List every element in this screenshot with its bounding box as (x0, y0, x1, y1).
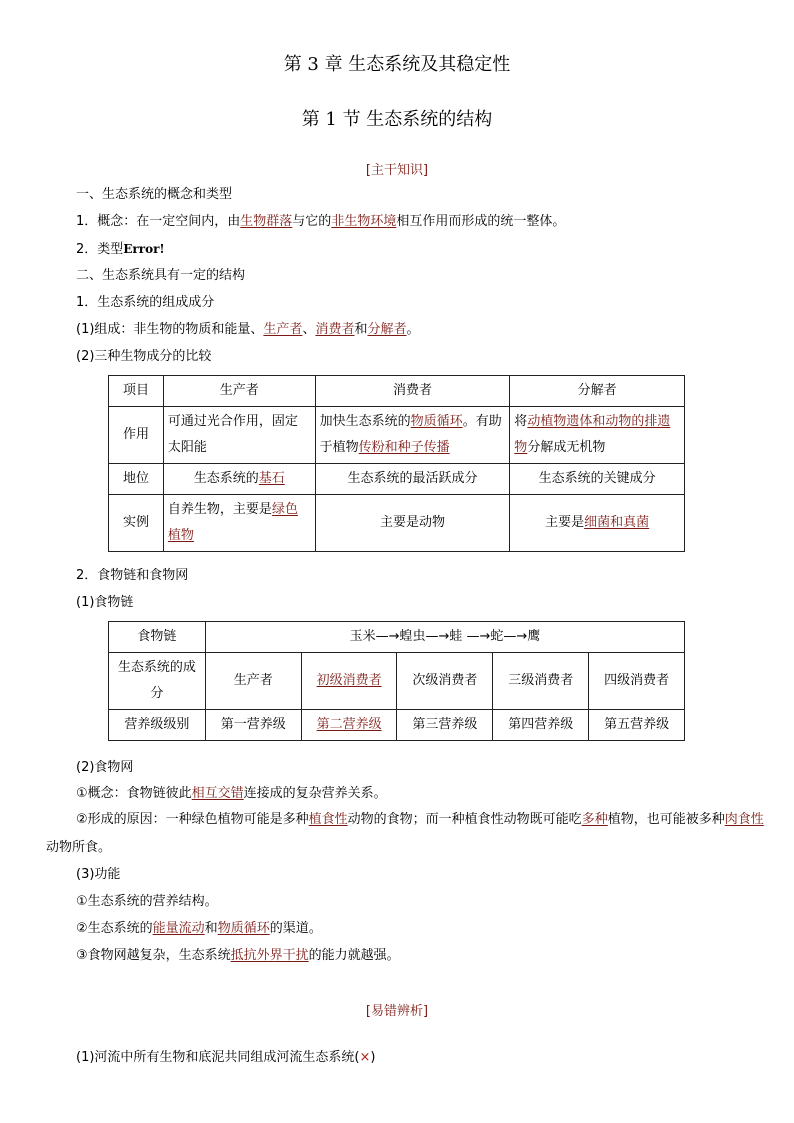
web-concept-pre: ①概念：食物链彼此 (76, 786, 192, 801)
cause-pre: ②形成的原因：一种绿色植物可能是多种 (76, 812, 309, 827)
chapter-title: 第 3 章 生态系统及其稳定性 (283, 54, 511, 75)
comp1-end: 。 (406, 322, 420, 337)
consumer-role-pre: 加快生态系统的 (319, 414, 411, 429)
table-row (109, 622, 685, 653)
answer-remains: 动植物遗体和动物的排遗物 (514, 414, 671, 455)
component-cell: 生产者 (205, 653, 301, 710)
level-cell: 第五营养级 (589, 710, 685, 741)
food-chain-cell: 玉米—→蝗虫—→蛙 —→蛇—→鹰 (205, 622, 684, 653)
type-line (76, 240, 165, 259)
confusion-item-1-close: ) (370, 1050, 376, 1065)
row-label-chain: 食物链 (109, 622, 206, 653)
comp1-pre: (1)组成：非生物的物质和能量、 (76, 322, 264, 337)
answer-community: 生物群落 (240, 214, 293, 229)
cause-mid2: 植物，也可能被多种 (607, 812, 725, 827)
row-label-status: 地位 (109, 464, 164, 495)
answer-energy-flow: 能量流动 (152, 921, 205, 936)
answer-consumer: 消费者 (315, 322, 355, 337)
answer-second-level: 第二营养级 (316, 717, 382, 732)
decomposer-role-pre: 将 (514, 414, 528, 429)
decomposer-role-post: 分解成无机物 (527, 440, 606, 455)
answer-green-plants: 绿色植物 (167, 502, 298, 543)
food-chain-heading: (1)食物链 (76, 595, 134, 610)
confusion-item-1 (76, 1049, 375, 1067)
composition-heading: 1．生态系统的组成成分 (76, 295, 215, 310)
header-cell: 生产者 (163, 376, 315, 407)
producer-status-pre: 生态系统的 (193, 471, 259, 486)
answer-material-cycle: 物质循环 (410, 414, 463, 429)
table-row (109, 407, 685, 464)
web-concept-post: 连接成的复杂营养关系。 (243, 786, 387, 801)
level-cell (301, 710, 397, 741)
decomposer-status-cell: 生态系统的关键成分 (510, 464, 685, 495)
concept-pre: 1．概念：在一定空间内，由 (76, 214, 241, 229)
part3-heading: 2．食物链和食物网 (76, 568, 189, 583)
answer-material-cycle-2: 物质循环 (217, 921, 270, 936)
header-cell: 项目 (109, 376, 164, 407)
function-heading: (3)功能 (76, 867, 121, 882)
level-cell: 第一营养级 (205, 710, 301, 741)
consumer-example-cell: 主要是动物 (315, 495, 510, 552)
component-cell: 次级消费者 (397, 653, 493, 710)
consumer-role-mid: 。有助于植物 (319, 414, 502, 455)
comp1-and: 和 (354, 322, 368, 337)
function-item-1: ①生态系统的营养结构。 (76, 894, 218, 909)
component-cell: 四级消费者 (589, 653, 685, 710)
type-pre: 2．类型 (76, 242, 124, 257)
answer-pollination: 传粉和种子传播 (358, 440, 450, 455)
composition-line (76, 321, 420, 339)
row-label-component: 生态系统的成分 (109, 653, 206, 710)
func2-and: 和 (204, 921, 218, 936)
type-error: Error! (123, 242, 165, 256)
func2-post: 的渠道。 (269, 921, 322, 936)
food-web-concept (76, 785, 387, 803)
table-row (109, 653, 685, 710)
answer-interlaced: 相互交错 (191, 786, 244, 801)
comparison-heading: (2)三种生物成分的比较 (76, 349, 212, 364)
table-row (109, 464, 685, 495)
answer-producer: 生产者 (263, 322, 303, 337)
concept-line (76, 213, 565, 231)
component-cell (301, 653, 397, 710)
answer-herbivorous: 植食性 (308, 812, 348, 827)
func3-pre: ③食物网越复杂，生态系统 (76, 948, 231, 963)
concept-mid: 与它的 (292, 214, 332, 229)
producer-role-cell: 可通过光合作用，固定太阳能 (163, 407, 315, 464)
producer-status-cell (163, 464, 315, 495)
food-chain-table (108, 621, 685, 741)
answer-bacteria-fungi: 细菌和真菌 (584, 515, 650, 530)
answer-carnivorous: 肉食性 (724, 812, 764, 827)
row-label-example: 实例 (109, 495, 164, 552)
answer-resist-interference: 抵抗外界干扰 (230, 948, 309, 963)
producer-example-pre: 自养生物，主要是 (167, 502, 272, 517)
level-cell: 第四营养级 (493, 710, 589, 741)
function-item-2 (76, 920, 322, 938)
func2-pre: ②生态系统的 (76, 921, 153, 936)
component-comparison-table (108, 375, 685, 552)
component-cell: 三级消费者 (493, 653, 589, 710)
consumer-status-cell: 生态系统的最活跃成分 (315, 464, 510, 495)
consumer-role-cell (315, 407, 510, 464)
confusion-tag: [易错辨析] (365, 1004, 429, 1019)
answer-many-kinds: 多种 (581, 812, 608, 827)
answer-cornerstone: 基石 (258, 471, 285, 486)
header-cell: 消费者 (315, 376, 510, 407)
food-web-heading: (2)食物网 (76, 760, 134, 775)
cause-post: 动物所食。 (46, 840, 112, 855)
confusion-item-1-text: (1)河流中所有生物和底泥共同组成河流生态系统( (76, 1050, 360, 1065)
function-item-3 (76, 947, 400, 965)
decomposer-role-cell (510, 407, 685, 464)
level-cell: 第三营养级 (397, 710, 493, 741)
header-cell: 分解者 (510, 376, 685, 407)
concept-post: 相互作用而形成的统一整体。 (396, 214, 566, 229)
answer-decomposer: 分解者 (367, 322, 407, 337)
func3-post: 的能力就越强。 (308, 948, 400, 963)
comp1-sep: 、 (302, 322, 316, 337)
answer-environment: 非生物环境 (331, 214, 397, 229)
decomposer-example-cell (510, 495, 685, 552)
cause-mid1: 动物的食物；而一种植食性动物既可能吃 (347, 812, 582, 827)
row-label-level: 营养级级别 (109, 710, 206, 741)
row-label-role: 作用 (109, 407, 164, 464)
main-knowledge-tag: [主干知识] (365, 163, 429, 178)
table-row (109, 710, 685, 741)
part1-heading: 一、生态系统的概念和类型 (76, 187, 233, 202)
answer-primary-consumer: 初级消费者 (316, 673, 382, 688)
part2-heading: 二、生态系统具有一定的结构 (76, 268, 246, 283)
food-web-cause (46, 806, 776, 862)
table-row (109, 495, 685, 552)
table-row (109, 376, 685, 407)
producer-example-cell (163, 495, 315, 552)
wrong-mark: × (359, 1050, 371, 1065)
section-title: 第 1 节 生态系统的结构 (301, 109, 493, 130)
decomposer-example-pre: 主要是 (545, 515, 585, 530)
